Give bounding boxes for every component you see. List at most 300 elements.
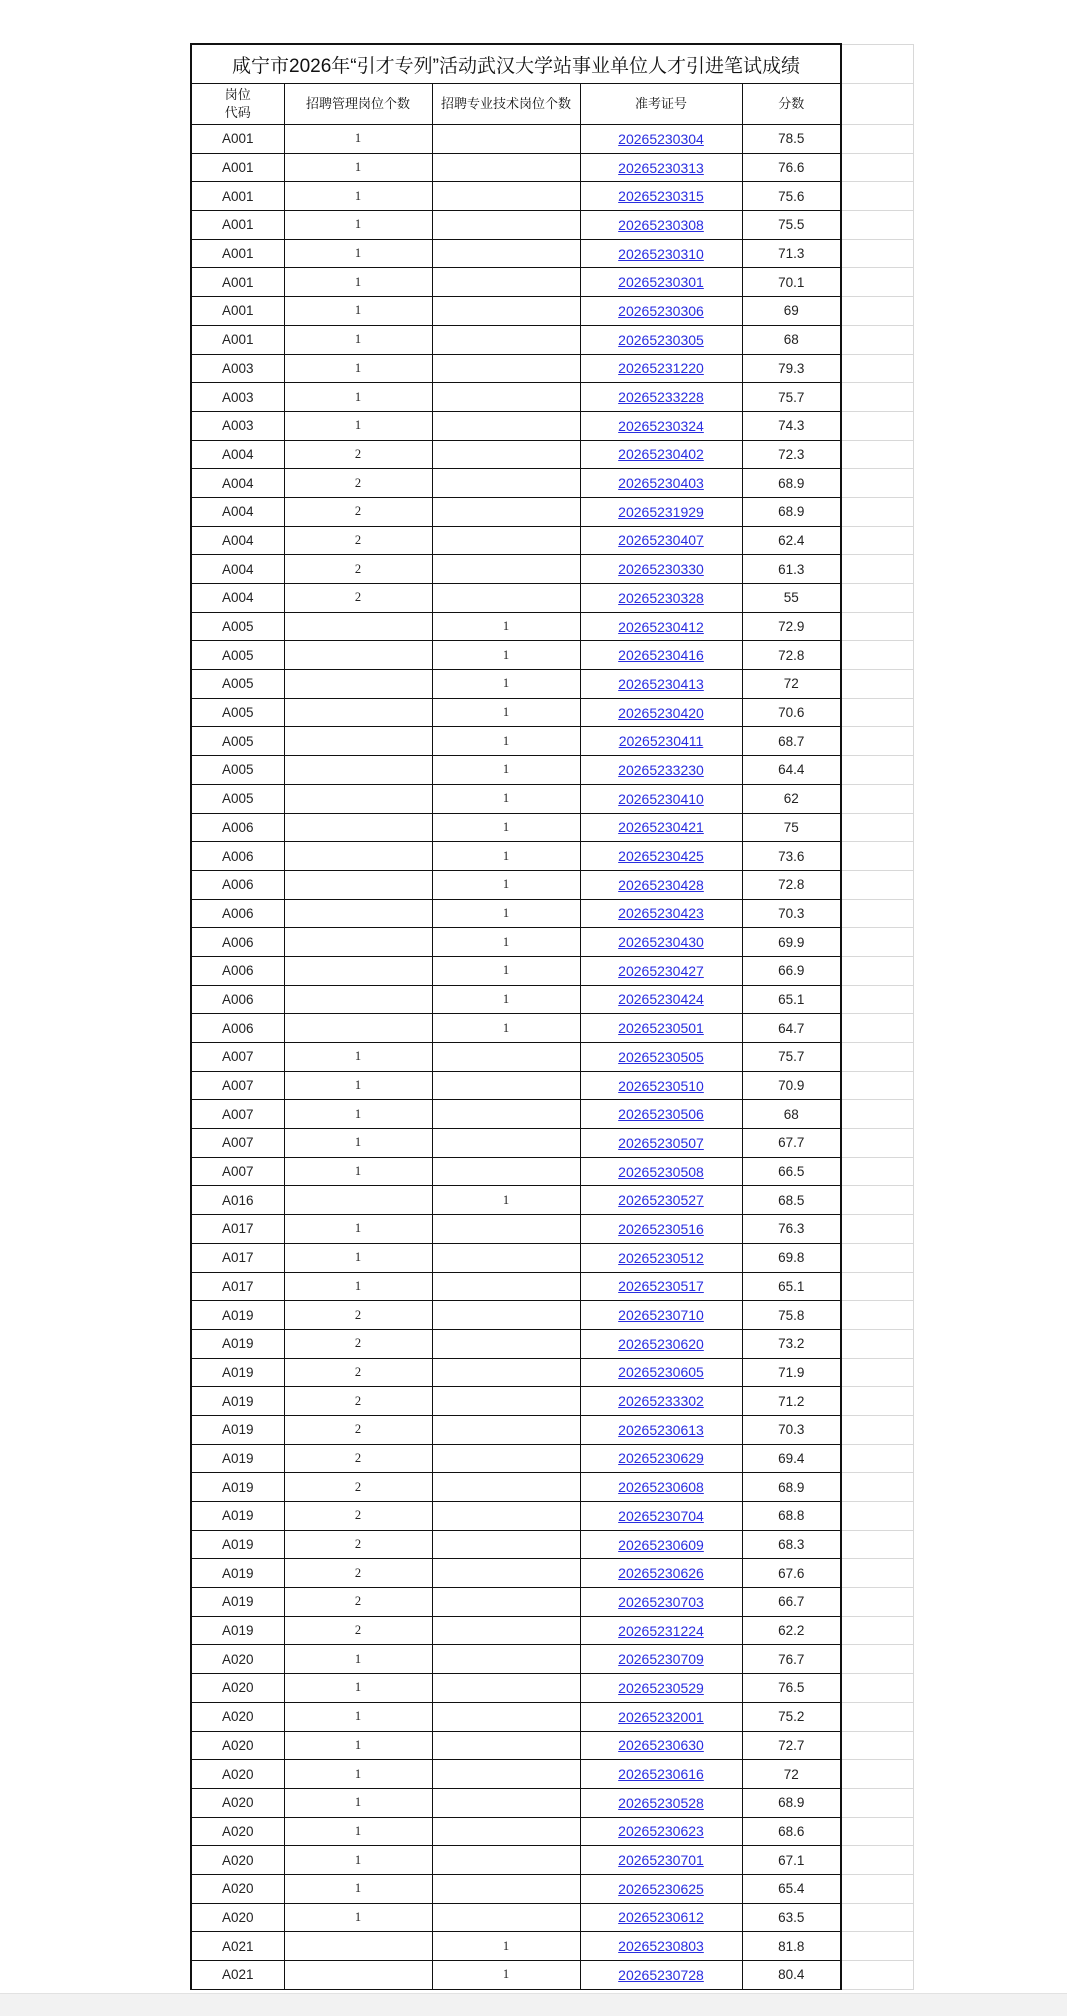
cell-tech-count [432,1559,580,1588]
cell-tech-count [432,1788,580,1817]
cell-score: 76.6 [742,153,841,182]
cell-position-code: A020 [191,1645,284,1674]
cell-tech-count [432,1530,580,1559]
table-row [191,1874,913,1903]
cell-mgmt-count: 2 [284,1301,432,1330]
table-row [191,354,913,383]
cell-tech-count [432,1329,580,1358]
empty-cell[interactable] [841,985,913,1014]
cell-position-code: A004 [191,440,284,469]
table-row [191,125,913,154]
sheet-title: 咸宁市2026年“引才专列”活动武汉大学站事业单位人才引进笔试成绩 [191,44,841,84]
cell-score: 69 [742,297,841,326]
ticket-number-link[interactable]: 20265230427 [618,962,704,979]
cell-position-code: A020 [191,1760,284,1789]
empty-cell[interactable] [841,1903,913,1932]
empty-cell[interactable] [841,44,913,84]
table-row [191,1243,913,1272]
ticket-number-link[interactable]: 20265230612 [618,1909,704,1926]
ticket-number-link[interactable]: 20265230328 [618,589,704,606]
cell-tech-count [432,1043,580,1072]
cell-ticket-number [580,1272,742,1301]
cell-mgmt-count: 1 [284,297,432,326]
cell-score: 81.8 [742,1932,841,1961]
ticket-number-link[interactable]: 20265230305 [618,331,704,348]
empty-cell[interactable] [841,698,913,727]
cell-score: 66.9 [742,956,841,985]
cell-ticket-number [580,1961,742,1990]
empty-cell[interactable] [841,612,913,641]
cell-position-code: A019 [191,1559,284,1588]
cell-tech-count [432,1157,580,1186]
empty-cell[interactable] [841,1760,913,1789]
ticket-number-link[interactable]: 20265233302 [618,1393,704,1410]
ticket-number-link[interactable]: 20265230330 [618,561,704,578]
table-row [191,1387,913,1416]
cell-tech-count [432,268,580,297]
cell-position-code: A006 [191,928,284,957]
ticket-number-link[interactable]: 20265230517 [618,1278,704,1295]
cell-ticket-number [580,1329,742,1358]
ticket-number-link[interactable]: 20265230630 [618,1737,704,1754]
empty-cell[interactable] [841,1415,913,1444]
cell-position-code: A020 [191,1731,284,1760]
table-row [191,297,913,326]
cell-score: 68.3 [742,1530,841,1559]
cell-score: 68.5 [742,1186,841,1215]
empty-cell[interactable] [841,1473,913,1502]
cell-score: 68.9 [742,497,841,526]
ticket-number-link[interactable]: 20265232001 [618,1708,704,1725]
cell-tech-count [432,297,580,326]
empty-cell[interactable] [841,1444,913,1473]
empty-cell[interactable] [841,182,913,211]
ticket-number-link[interactable]: 20265230620 [618,1335,704,1352]
table-row [191,1415,913,1444]
ticket-number-link[interactable]: 20265230421 [618,819,704,836]
cell-position-code: A017 [191,1215,284,1244]
cell-mgmt-count [284,956,432,985]
cell-score: 75.6 [742,182,841,211]
cell-score: 67.6 [742,1559,841,1588]
cell-ticket-number [580,1473,742,1502]
empty-cell[interactable] [841,1788,913,1817]
ticket-number-link[interactable]: 20265230423 [618,905,704,922]
cell-ticket-number [580,612,742,641]
cell-ticket-number [580,698,742,727]
cell-score: 71.2 [742,1387,841,1416]
empty-cell[interactable] [841,727,913,756]
cell-mgmt-count: 2 [284,1559,432,1588]
empty-cell[interactable] [841,813,913,842]
ticket-number-link[interactable]: 20265230803 [618,1938,704,1955]
cell-tech-count [432,584,580,613]
cell-score: 75.8 [742,1301,841,1330]
table-row [191,1502,913,1531]
ticket-number-link[interactable]: 20265230508 [618,1163,704,1180]
cell-mgmt-count [284,842,432,871]
empty-cell[interactable] [841,670,913,699]
cell-ticket-number [580,1243,742,1272]
cell-ticket-number [580,1215,742,1244]
cell-tech-count: 1 [432,670,580,699]
ticket-number-link[interactable]: 20265230605 [618,1364,704,1381]
cell-ticket-number [580,239,742,268]
empty-cell[interactable] [841,756,913,785]
cell-ticket-number [580,584,742,613]
empty-cell[interactable] [841,1616,913,1645]
cell-tech-count [432,1874,580,1903]
cell-score: 68 [742,325,841,354]
empty-cell[interactable] [841,1100,913,1129]
empty-cell[interactable] [841,1874,913,1903]
cell-mgmt-count: 2 [284,526,432,555]
empty-cell[interactable] [841,440,913,469]
cell-ticket-number [580,1502,742,1531]
cell-ticket-number [580,211,742,240]
cell-score: 68.9 [742,1788,841,1817]
cell-position-code: A007 [191,1043,284,1072]
cell-mgmt-count: 1 [284,1157,432,1186]
cell-ticket-number [580,727,742,756]
cell-position-code: A005 [191,727,284,756]
empty-cell[interactable] [841,1846,913,1875]
cell-mgmt-count: 1 [284,239,432,268]
ticket-number-link[interactable]: 20265230416 [618,647,704,664]
ticket-number-link[interactable]: 20265230424 [618,991,704,1008]
ticket-number-link[interactable]: 20265230420 [618,704,704,721]
table-row [191,268,913,297]
empty-cell[interactable] [841,1674,913,1703]
ticket-number-link[interactable]: 20265230709 [618,1651,704,1668]
table-row [191,1186,913,1215]
cell-position-code: A019 [191,1502,284,1531]
cell-mgmt-count: 1 [284,1645,432,1674]
ticket-number-link[interactable]: 20265230613 [618,1421,704,1438]
cell-score: 67.7 [742,1129,841,1158]
cell-tech-count: 1 [432,698,580,727]
table-row [191,1043,913,1072]
cell-mgmt-count: 1 [284,1874,432,1903]
empty-cell[interactable] [841,354,913,383]
ticket-number-link[interactable]: 20265230407 [618,532,704,549]
ticket-number-link[interactable]: 20265230413 [618,675,704,692]
empty-cell[interactable] [841,1358,913,1387]
empty-cell[interactable] [841,411,913,440]
table-row [191,584,913,613]
table-row [191,526,913,555]
table-row [191,1014,913,1043]
cell-tech-count: 1 [432,1961,580,1990]
cell-mgmt-count: 1 [284,1846,432,1875]
table-row [191,1559,913,1588]
ticket-number-link[interactable]: 20265230608 [618,1479,704,1496]
empty-cell[interactable] [841,1186,913,1215]
empty-cell[interactable] [841,584,913,613]
ticket-number-link[interactable]: 20265230623 [618,1823,704,1840]
ticket-number-link[interactable]: 20265230411 [618,733,704,750]
cell-position-code: A020 [191,1674,284,1703]
cell-mgmt-count: 2 [284,1530,432,1559]
empty-cell[interactable] [841,1502,913,1531]
table-row [191,1530,913,1559]
cell-tech-count: 1 [432,1932,580,1961]
ticket-number-link[interactable]: 20265230609 [618,1536,704,1553]
empty-cell[interactable] [841,641,913,670]
cell-ticket-number [580,1387,742,1416]
cell-position-code: A003 [191,383,284,412]
cell-tech-count: 1 [432,870,580,899]
ticket-number-link[interactable]: 20265230428 [618,876,704,893]
cell-tech-count: 1 [432,928,580,957]
ticket-number-link[interactable]: 20265230728 [618,1966,704,1983]
ticket-number-link[interactable]: 20265230410 [618,790,704,807]
cell-score: 68.8 [742,1502,841,1531]
cell-score: 68.6 [742,1817,841,1846]
cell-ticket-number [580,756,742,785]
cell-mgmt-count [284,813,432,842]
cell-position-code: A020 [191,1788,284,1817]
ticket-number-link[interactable]: 20265230710 [618,1307,704,1324]
cell-score: 62 [742,784,841,813]
cell-ticket-number [580,899,742,928]
cell-mgmt-count: 1 [284,1043,432,1072]
cell-ticket-number [580,1788,742,1817]
table-row [191,555,913,584]
cell-position-code: A004 [191,555,284,584]
cell-mgmt-count [284,784,432,813]
cell-mgmt-count [284,641,432,670]
cell-ticket-number [580,1846,742,1875]
empty-cell[interactable] [841,211,913,240]
cell-ticket-number [580,1903,742,1932]
cell-tech-count [432,1616,580,1645]
empty-cell[interactable] [841,125,913,154]
table-row [191,1788,913,1817]
cell-tech-count [432,125,580,154]
empty-cell[interactable] [841,1129,913,1158]
ticket-number-link[interactable]: 20265230324 [618,417,704,434]
table-row [191,239,913,268]
ticket-number-link[interactable]: 20265230308 [618,216,704,233]
ticket-number-link[interactable]: 20265230512 [618,1249,704,1266]
cell-mgmt-count [284,985,432,1014]
cell-tech-count [432,469,580,498]
cell-tech-count: 1 [432,727,580,756]
empty-cell[interactable] [841,1215,913,1244]
header-code [191,84,284,125]
ticket-number-link[interactable]: 20265230412 [618,618,704,635]
empty-cell[interactable] [841,84,913,125]
cell-position-code: A001 [191,211,284,240]
cell-score: 69.4 [742,1444,841,1473]
ticket-number-link[interactable]: 20265230310 [618,245,704,262]
ticket-number-link[interactable]: 20265230516 [618,1220,704,1237]
empty-cell[interactable] [841,1043,913,1072]
table-row [191,1616,913,1645]
table-row [191,813,913,842]
ticket-number-link[interactable]: 20265231224 [618,1622,704,1639]
cell-position-code: A007 [191,1129,284,1158]
empty-cell[interactable] [841,784,913,813]
table-row [191,1731,913,1760]
ticket-number-link[interactable]: 20265230403 [618,475,704,492]
cell-ticket-number [580,1817,742,1846]
empty-cell[interactable] [841,1301,913,1330]
ticket-number-link[interactable]: 20265230430 [618,934,704,951]
ticket-number-link[interactable]: 20265230304 [618,130,704,147]
cell-ticket-number [580,1415,742,1444]
cell-tech-count [432,325,580,354]
cell-ticket-number [580,1760,742,1789]
bottom-scroll-bar[interactable] [0,1993,1067,2016]
ticket-number-link[interactable]: 20265230703 [618,1593,704,1610]
table-row [191,411,913,440]
ticket-number-link[interactable]: 20265230402 [618,446,704,463]
empty-cell[interactable] [841,526,913,555]
cell-tech-count: 1 [432,612,580,641]
empty-cell[interactable] [841,1014,913,1043]
cell-position-code: A020 [191,1903,284,1932]
empty-cell[interactable] [841,383,913,412]
empty-cell[interactable] [841,1243,913,1272]
empty-cell[interactable] [841,1817,913,1846]
cell-ticket-number [580,440,742,469]
ticket-number-link[interactable]: 20265230313 [618,159,704,176]
ticket-number-link[interactable]: 20265230510 [618,1077,704,1094]
empty-cell[interactable] [841,325,913,354]
table-row [191,670,913,699]
empty-cell[interactable] [841,555,913,584]
empty-cell[interactable] [841,153,913,182]
cell-mgmt-count: 1 [284,1215,432,1244]
cell-position-code: A021 [191,1932,284,1961]
empty-cell[interactable] [841,1702,913,1731]
ticket-number-link[interactable]: 20265231929 [618,503,704,520]
cell-score: 62.4 [742,526,841,555]
cell-tech-count [432,497,580,526]
empty-cell[interactable] [841,1272,913,1301]
ticket-number-link[interactable]: 20265230527 [618,1192,704,1209]
ticket-number-link[interactable]: 20265230301 [618,274,704,291]
cell-mgmt-count: 2 [284,1415,432,1444]
cell-mgmt-count: 1 [284,1674,432,1703]
cell-score: 67.1 [742,1846,841,1875]
empty-cell[interactable] [841,1559,913,1588]
cell-mgmt-count: 1 [284,1071,432,1100]
ticket-number-link[interactable]: 20265230505 [618,1048,704,1065]
ticket-number-link[interactable]: 20265230306 [618,302,704,319]
table-row [191,1071,913,1100]
ticket-number-link[interactable]: 20265230529 [618,1679,704,1696]
empty-cell[interactable] [841,899,913,928]
spreadsheet [190,43,914,1990]
ticket-number-link[interactable]: 20265230528 [618,1794,704,1811]
cell-score: 70.9 [742,1071,841,1100]
empty-cell[interactable] [841,870,913,899]
empty-cell[interactable] [841,297,913,326]
cell-tech-count [432,555,580,584]
empty-cell[interactable] [841,1071,913,1100]
empty-cell[interactable] [841,1645,913,1674]
empty-cell[interactable] [841,928,913,957]
empty-cell[interactable] [841,268,913,297]
cell-position-code: A019 [191,1329,284,1358]
empty-cell[interactable] [841,469,913,498]
cell-tech-count: 1 [432,985,580,1014]
empty-cell[interactable] [841,1731,913,1760]
empty-cell[interactable] [841,1530,913,1559]
cell-score: 68.7 [742,727,841,756]
cell-mgmt-count: 1 [284,1817,432,1846]
ticket-number-link[interactable]: 20265230704 [618,1507,704,1524]
ticket-number-link[interactable]: 20265230625 [618,1880,704,1897]
ticket-number-link[interactable]: 20265230616 [618,1766,704,1783]
table-row [191,842,913,871]
cell-position-code: A007 [191,1157,284,1186]
empty-cell[interactable] [841,1329,913,1358]
cell-score: 76.3 [742,1215,841,1244]
empty-cell[interactable] [841,1588,913,1617]
cell-position-code: A020 [191,1702,284,1731]
cell-position-code: A019 [191,1358,284,1387]
cell-ticket-number [580,153,742,182]
cell-tech-count [432,182,580,211]
ticket-number-link[interactable]: 20265230626 [618,1565,704,1582]
cell-position-code: A019 [191,1530,284,1559]
ticket-number-link[interactable]: 20265230425 [618,848,704,865]
ticket-number-link[interactable]: 20265230507 [618,1134,704,1151]
ticket-number-link[interactable]: 20265230701 [618,1852,704,1869]
cell-position-code: A007 [191,1071,284,1100]
cell-tech-count [432,211,580,240]
ticket-number-link[interactable]: 20265230506 [618,1106,704,1123]
cell-mgmt-count: 1 [284,1760,432,1789]
ticket-number-link[interactable]: 20265233230 [618,761,704,778]
empty-cell[interactable] [841,956,913,985]
cell-score: 66.7 [742,1588,841,1617]
ticket-number-link[interactable]: 20265230629 [618,1450,704,1467]
cell-ticket-number [580,297,742,326]
table-row [191,1129,913,1158]
empty-cell[interactable] [841,497,913,526]
header-score: 分数 [742,84,841,125]
empty-cell[interactable] [841,1932,913,1961]
table-row [191,899,913,928]
cell-score: 75.7 [742,1043,841,1072]
table-row [191,1215,913,1244]
cell-tech-count: 1 [432,813,580,842]
empty-cell[interactable] [841,1387,913,1416]
empty-cell[interactable] [841,239,913,268]
ticket-number-link[interactable]: 20265231220 [618,360,704,377]
cell-mgmt-count: 2 [284,1502,432,1531]
cell-ticket-number [580,1674,742,1703]
table-row [191,1645,913,1674]
empty-cell[interactable] [841,1961,913,1990]
empty-cell[interactable] [841,1157,913,1186]
cell-mgmt-count: 1 [284,125,432,154]
cell-position-code: A007 [191,1100,284,1129]
empty-cell[interactable] [841,842,913,871]
ticket-number-link[interactable]: 20265233228 [618,389,704,406]
cell-tech-count [432,1071,580,1100]
ticket-number-link[interactable]: 20265230315 [618,188,704,205]
cell-ticket-number [580,1932,742,1961]
ticket-number-link[interactable]: 20265230501 [618,1020,704,1037]
cell-tech-count [432,1444,580,1473]
cell-score: 65.4 [742,1874,841,1903]
